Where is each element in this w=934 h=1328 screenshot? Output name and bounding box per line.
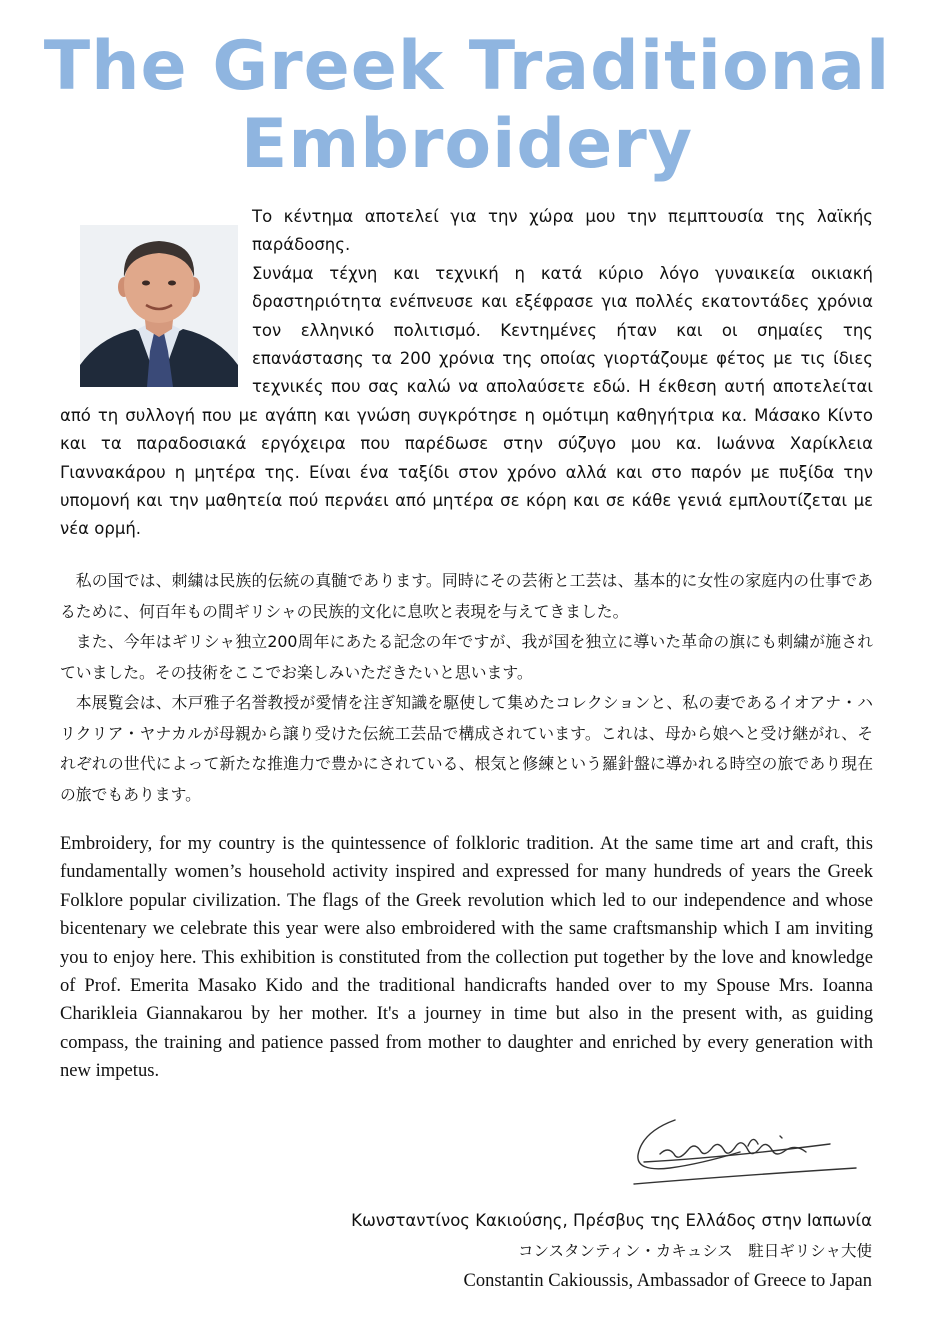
japanese-paragraph-1: 私の国では、刺繍は民族的伝統の真髄であります。同時にその芸術と工芸は、基本的に女性の家庭内の仕事であるために、何百年もの間ギリシャの民族的文化に息吹と表現を与えてきました。 xyxy=(60,571,873,621)
greek-paragraph-1: Το κέντημα αποτελεί για την χώρα μου την πεμπτουσία της λαϊκής παράδοσης. xyxy=(252,207,873,255)
japanese-paragraph-3: 本展覧会は、木戸雅子名誉教授が愛情を注ぎ知識を駆使して集めたコレクションと、私の妻であるイオアナ・ハリクリア・ヤナカルが母親から譲り受けた伝統工芸品で構成されています。これは、母から娘へと受け継がれ、それぞれの世代によって新たな推進力で豊かにされている、根気と修練という羅針盤に導かれる時空の旅であり現在の旅でもあります。 xyxy=(60,693,873,804)
english-message xyxy=(60,830,873,1086)
japanese-message xyxy=(60,566,873,810)
greek-message xyxy=(60,203,873,544)
greek-paragraph-2: Συνάμα τέχνη και τεχνική η κατά κύριο λόγο γυναικεία οικιακή δραστηριότητα ενέπνευσε και εξέφρασε για πολλές εκατοντάδες χρόνια τον ελληνικό πολιτισμό. Κεντημένες ήταν και οι σημαίες της επανάστασης τα 200 χρόνια της οποίας γιορτάζουμε φέτος με τις ίδιες τεχνικές που σας καλώ να απολαύσετε εδώ. Η έκθεση αυτή αποτελείται από τη συλλογή που με αγάπη και γνώση συγκρότησε η ομότιμη καθηγήτρια κα. Μάσακο Κίντο και τα παραδοσιακά εργόχειρα που παρέδωσε στην σύζυγο μου κα. Ιωάννα Χαρίκλεια Γιαννακάρου η μητέρα της. Είναι ένα ταξίδι στον χρόνο αλλά και στο παρόν με πυξίδα την υπομονή και την μαθητεία πού περνάει από μητέρα σε κόρη και σε κάθε γενιά εμπλουτίζεται με νέα ορμή. xyxy=(60,263,873,539)
signatory-japanese: コンスタンティン・カキュシス 駐日ギリシャ大使 xyxy=(517,1242,872,1260)
english-paragraph-1: Embroidery, for my country is the quintessence of folkloric tradition. At the same time art and craft, this fundamentally women’s household activity inspired and expressed for many hundreds of years the Greek Folklore popular civilization. The flags of the Greek revolution which led to our independence and whose bicentenary we celebrate this year were also embroidered with the same craftsmanship which I am inviting you to enjoy here. This exhibition is constituted from the collection put together by the love and knowledge of Prof. Emerita Masako Kido and the traditional handicrafts handed over to my Spouse Mrs. Ioanna Charikleia Giannakarou by her mother. It's a journey in time but also in the present with, as guiding compass, the training and patience passed from mother to daughter and enriched by every generation with new impetus. xyxy=(60,833,873,1082)
japanese-paragraph-2: また、今年はギリシャ独立200周年にあたる記念の年ですが、我が国を独立に導いた革命の旗にも刺繍が施されていました。その技術をここでお楽しみいただきたいと思います。 xyxy=(60,632,873,682)
page-title xyxy=(0,28,934,184)
signatory-english: Constantin Cakioussis, Ambassador of Greece to Japan xyxy=(463,1271,872,1291)
photo-spacer xyxy=(60,203,252,398)
title-line-2: Embroidery xyxy=(240,105,694,184)
title-line-1: The Greek Traditional xyxy=(43,27,891,106)
signatory-greek: Κωνσταντίνος Κακιούσης, Πρέσβυς της Ελλάδος στην Ιαπωνία xyxy=(351,1211,872,1230)
handwritten-signature xyxy=(630,1110,860,1190)
signature-block xyxy=(351,1206,872,1296)
